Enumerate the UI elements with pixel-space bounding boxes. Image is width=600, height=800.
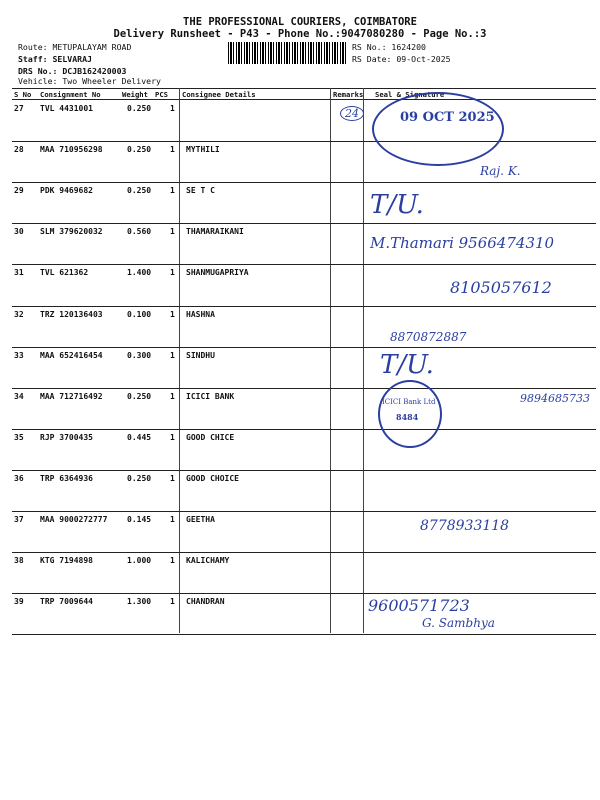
icici-stamp-code: 8484: [396, 412, 419, 422]
row-divider: [12, 552, 596, 553]
table-top-line: [12, 88, 596, 89]
cell-weight: 0.445: [127, 432, 152, 442]
row-divider: [12, 182, 596, 183]
cell-weight: 0.250: [127, 473, 152, 483]
cell-sno: 28: [14, 145, 24, 155]
cell-consignee: THAMARAIKANI: [186, 227, 244, 237]
vehicle-label: Vehicle: Two Wheeler Delivery: [18, 76, 161, 86]
cell-consignee: HASHNA: [186, 309, 215, 319]
cell-consignee: SINDHU: [186, 350, 215, 360]
cell-weight: 0.100: [127, 309, 152, 319]
cell-consignee: SE T C: [186, 186, 215, 196]
rs-number: RS No.: 1624200: [352, 42, 426, 52]
cell-sno: 33: [14, 350, 24, 360]
cell-weight: 0.145: [127, 515, 152, 524]
cell-weight: 0.560: [127, 227, 152, 237]
cell-consignment: RJP 3700435: [40, 432, 93, 442]
cell-consignment: TRP 7009644: [40, 597, 93, 607]
cell-pcs: 1: [170, 597, 175, 607]
signature-28: Raj. K.: [480, 164, 521, 178]
cell-consignment: SLM 379620032: [40, 227, 103, 237]
col-pcs: PCS: [155, 90, 168, 99]
barcode: [228, 42, 348, 64]
cell-sno: 29: [14, 186, 24, 196]
row-divider: [12, 347, 596, 348]
header-bottom-line: [12, 99, 596, 100]
cell-pcs: 1: [170, 104, 175, 113]
cell-consignee: SHANMUGAPRIYA: [186, 268, 249, 278]
staff-label: Staff: SELVARAJ: [18, 54, 92, 64]
cell-consignee: KALICHAMY: [186, 556, 230, 566]
col-seal-signature: Seal & Signature: [375, 90, 445, 99]
signature-30: M.Thamari 9566474310: [370, 234, 555, 252]
signature-29: T/U.: [370, 190, 424, 220]
company-title: THE PROFESSIONAL COURIERS, COIMBATORE: [183, 16, 417, 28]
cell-consignee: GOOD CHICE: [186, 432, 235, 442]
col-consignee: Consignee Details: [182, 90, 256, 99]
cell-consignment: TRZ 120136403: [40, 309, 103, 319]
cell-pcs: 1: [170, 227, 175, 237]
row-divider: [12, 634, 596, 635]
runsheet-subtitle: Delivery Runsheet - P43 - Phone No.:9047080280 - Page No.:3: [113, 28, 487, 40]
row-divider: [12, 429, 596, 430]
row-divider: [12, 388, 596, 389]
cell-weight: 1.400: [127, 268, 152, 278]
cell-sno: 38: [14, 556, 24, 566]
signature-34: 9894685733: [520, 392, 590, 405]
cell-sno: 36: [14, 473, 24, 483]
drs-label: DRS No.: DCJB162420003: [18, 66, 127, 76]
cell-consignment: MAA 652416454: [40, 350, 103, 360]
cell-pcs: 1: [170, 268, 175, 278]
row-divider: [12, 306, 596, 307]
cell-weight: 0.300: [127, 350, 152, 360]
cell-sno: 39: [14, 597, 24, 607]
cell-consignee: CHANDRAN: [186, 597, 225, 607]
cell-consignee: ICICI BANK: [186, 391, 235, 401]
cell-weight: 0.250: [127, 145, 152, 155]
row-divider: [12, 264, 596, 265]
cell-consignment: MAA 9000272777: [40, 515, 108, 524]
date-stamp-text: 09 OCT 2025: [400, 110, 495, 125]
cell-weight: 0.250: [127, 186, 152, 196]
cell-pcs: 1: [170, 350, 175, 360]
signature-31: 8105057612: [450, 278, 552, 297]
cell-weight: 0.250: [127, 104, 152, 113]
cell-sno: 32: [14, 309, 24, 319]
row-divider: [12, 470, 596, 471]
remark-27: 24: [340, 106, 364, 121]
cell-sno: 27: [14, 104, 24, 113]
cell-pcs: 1: [170, 515, 175, 524]
row-divider: [12, 141, 596, 142]
icici-stamp-text: ICICI Bank Ltd: [382, 398, 436, 406]
cell-sno: 30: [14, 227, 24, 237]
cell-consignment: TRP 6364936: [40, 473, 93, 483]
signature-32: 8870872887: [390, 330, 467, 344]
cell-weight: 1.000: [127, 556, 152, 566]
cell-pcs: 1: [170, 309, 175, 319]
row-divider: [12, 511, 596, 512]
cell-pcs: 1: [170, 556, 175, 566]
route-label: Route: METUPALAYAM ROAD: [18, 42, 132, 52]
row-divider: [12, 593, 596, 594]
signature-37: 8778933118: [420, 518, 510, 534]
signature-39b: G. Sambhya: [422, 616, 495, 630]
cell-consignee: GOOD CHOICE: [186, 473, 239, 483]
col-consignment: Consignment No: [40, 90, 101, 99]
row-divider: [12, 223, 596, 224]
rs-date: RS Date: 09-Oct-2025: [352, 54, 451, 64]
col-weight: Weight: [122, 90, 148, 99]
cell-consignee: GEETHA: [186, 515, 215, 524]
cell-consignment: PDK 9469682: [40, 186, 93, 196]
cell-sno: 35: [14, 432, 24, 442]
signature-39: 9600571723: [368, 596, 470, 615]
cell-pcs: 1: [170, 145, 175, 155]
col-sno: S No: [14, 90, 32, 99]
post-office-stamp: [372, 92, 504, 166]
cell-consignment: MAA 710956298: [40, 145, 103, 155]
cell-consignment: TVL 4431001: [40, 104, 93, 113]
cell-pcs: 1: [170, 391, 175, 401]
cell-sno: 34: [14, 391, 24, 401]
cell-weight: 0.250: [127, 391, 152, 401]
cell-weight: 1.300: [127, 597, 152, 607]
cell-consignment: TVL 621362: [40, 268, 89, 278]
cell-consignment: KTG 7194898: [40, 556, 93, 566]
cell-consignee: MYTHILI: [186, 145, 220, 155]
cell-sno: 37: [14, 515, 24, 524]
cell-pcs: 1: [170, 432, 175, 442]
cell-consignment: MAA 712716492: [40, 391, 103, 401]
signature-33: T/U.: [380, 350, 434, 380]
col-remarks: Remarks: [333, 90, 364, 99]
cell-pcs: 1: [170, 473, 175, 483]
cell-pcs: 1: [170, 186, 175, 196]
cell-sno: 31: [14, 268, 24, 278]
